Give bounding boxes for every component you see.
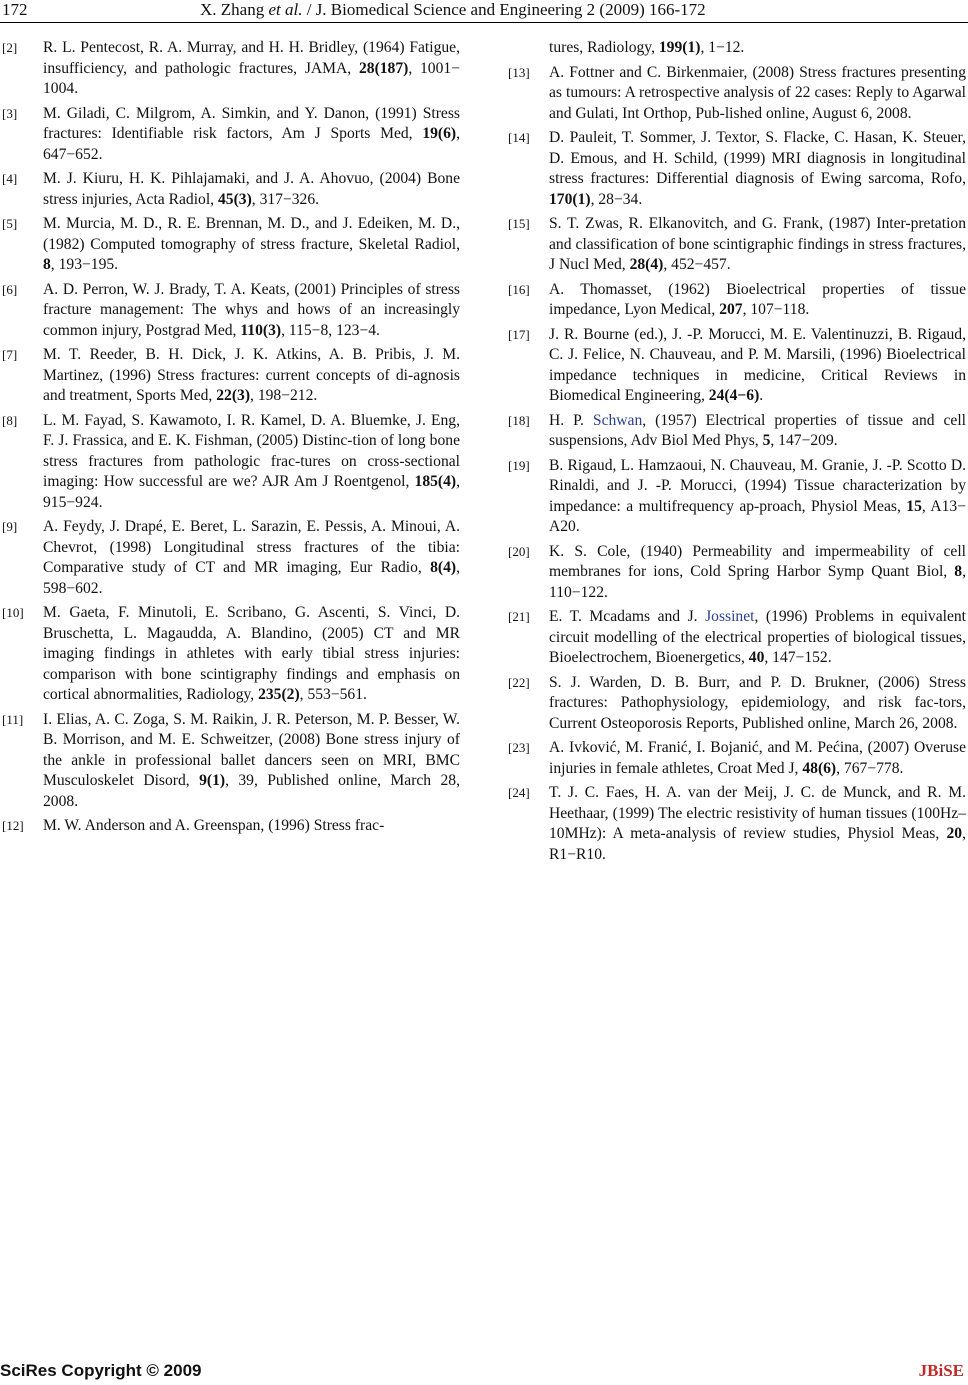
reference-volume: 15 [906, 497, 922, 515]
reference-volume: 185(4) [414, 473, 457, 490]
reference-item [508, 456, 966, 538]
reference-text [549, 456, 966, 538]
reference-text [43, 214, 460, 276]
reference-segment: M. T. Reeder, B. H. Dick, J. K. Atkins, A. B. Pribis, J. M. Martinez, (1996) Stress fractures: current concepts of di-agnosis and treatment, Sports Med, [43, 346, 460, 404]
reference-volume: 28(187) [358, 59, 409, 77]
reference-segment: S. J. Warden, D. B. Burr, and P. D. Brukner, (2006) Stress fractures: Pathophysiology, epidemiology, and risk fac-tors, Current Osteoporosis Reports, Published online, March 26, 2008. [549, 673, 966, 732]
reference-segment: , 147−152. [764, 649, 832, 666]
reference-volume: 5 [762, 432, 771, 449]
reference-volume: 48(6) [802, 759, 837, 777]
reference-item [2, 411, 460, 514]
reference-item [508, 325, 966, 407]
reference-segment: M. Gaeta, F. Minutoli, E. Scribano, G. Ascenti, S. Vinci, D. Bruschetta, L. Magaudda, A. Blandino, (2005) CT and MR imaging findings in athletes with early tibial stress injuries: comparison with bone scintigraphy findings and emphasis on cortical abnormalities, Radiology, [43, 604, 460, 703]
reference-item [508, 128, 966, 210]
reference-segment: , 39, Published online, March 28, 2008. [43, 772, 460, 810]
reference-volume: 40 [748, 649, 765, 666]
reference-item [2, 603, 460, 706]
reference-item [2, 214, 460, 276]
reference-number: [21] [508, 609, 530, 624]
reference-item [2, 710, 460, 813]
reference-number: [22] [508, 674, 530, 690]
reference-text [549, 738, 966, 779]
reference-number: [2] [2, 40, 18, 55]
reference-segment: tures, Radiology, [549, 39, 659, 56]
reference-text [43, 411, 460, 514]
reference-number: [14] [508, 130, 530, 145]
reference-segment: A. Ivković, M. Franić, I. Bojanić, and M. Pećina, (2007) Overuse injuries in female athletes, Croat Med J, [549, 739, 966, 777]
reference-text [43, 603, 460, 706]
reference-segment: , 147−209. [770, 432, 838, 449]
reference-number [508, 38, 549, 59]
running-title-journal: / J. Biomedical Science and Engineering 2 (2009) 166-172 [302, 0, 706, 19]
reference-volume: 207 [719, 301, 743, 318]
reference-segment: M. W. Anderson and A. Greenspan, (1996) Stress frac- [43, 817, 385, 834]
reference-volume: 22(3) [216, 387, 251, 404]
reference-segment: , 115−8, 123−4. [281, 321, 380, 339]
reference-volume: 28(4) [629, 256, 664, 273]
reference-volume: 20 [946, 825, 963, 842]
reference-text [549, 325, 966, 407]
reference-text [43, 104, 460, 166]
reference-volume: 19(6) [422, 125, 457, 142]
reference-text [43, 517, 460, 599]
reference-segment: , 1001− 1004. [43, 59, 460, 97]
reference-number: [24] [508, 785, 530, 800]
reference-item [508, 38, 966, 59]
reference-segment: , 28−34. [590, 190, 643, 208]
references-right-column [508, 38, 966, 869]
reference-segment: , (1957) Electrical properties of tissue and cell suspensions, Adv Biol Med Phys, [549, 411, 966, 449]
reference-item [508, 607, 966, 669]
reference-segment: L. M. Fayad, S. Kawamoto, I. R. Kamel, D. A. Bluemke, J. Eng, F. J. Frassica, and E. K. Fishman, (2005) Distinc-tion of long bone stress fractures from pathologic frac-tures on cross-sectional imaging: How successful are we? AJR Am J Roentgenol, [43, 411, 460, 490]
reference-segment: I. Elias, A. C. Zoga, S. M. Raikin, J. R. Peterson, M. P. Besser, W. B. Morrison, and M. E. Schweitzer, (2008) Bone stress injury of the ankle in professional ballet dancers seen on MRI, BMC Musculoskelet Disord, [43, 710, 460, 789]
reference-segment: , 452−457. [663, 256, 731, 273]
reference-item [2, 104, 460, 166]
reference-item [508, 673, 966, 735]
reference-segment: A. Feydy, J. Drapé, E. Beret, L. Sarazin, E. Pessis, A. Minoui, A. Chevrot, (1998) Longitudinal stress fractures of the tibia: Comparative study of CT and MR imaging, Eur Radio, [43, 518, 460, 576]
page-header [0, 0, 968, 23]
reference-segment: M. J. Kiuru, H. K. Pihlajamaki, and J. A. Ahovuo, (2004) Bone stress injuries, Acta Radiol, [43, 170, 460, 208]
reference-volume: 199(1) [658, 39, 701, 56]
reference-segment: , 317−326. [251, 190, 320, 208]
reference-segment: A. Fottner and C. Birkenmaier, (2008) Stress fractures presenting as tumours: A retrospective analysis of 22 cases: Reply to Agarwal and Gulati, Int Orthop, Pub-lished online, August 6, 2008. [549, 63, 966, 122]
reference-segment: M. Giladi, C. Milgrom, A. Simkin, and Y. Danon, (1991) Stress fractures: Identifiable risk factors, Am J Sports Med, [43, 104, 460, 142]
reference-volume: 170(1) [549, 190, 591, 208]
reference-item [2, 517, 460, 599]
reference-segment: M. Murcia, M. D., R. E. Brennan, M. D., and J. Edeiken, M. D., (1982) Computed tomography of stress fracture, Skeletal Radiol, [43, 215, 460, 253]
reference-text [549, 607, 966, 669]
reference-item [508, 411, 966, 452]
reference-item [508, 214, 966, 276]
reference-volume: 8(4) [430, 559, 457, 576]
reference-segment: , 647−652. [43, 125, 460, 163]
reference-number: [15] [508, 216, 530, 231]
reference-number: [20] [508, 543, 530, 559]
reference-segment: , 110−122. [549, 563, 966, 601]
reference-volume: 110(3) [240, 321, 282, 339]
reference-volume: 9(1) [199, 772, 226, 789]
reference-text [549, 280, 966, 321]
reference-segment: , 767−778. [836, 759, 904, 777]
reference-number: [8] [2, 412, 18, 428]
reference-text [549, 38, 966, 59]
reference-number: [19] [508, 457, 530, 473]
reference-text [549, 411, 966, 452]
reference-segment: , 198−212. [250, 387, 318, 404]
reference-item [2, 38, 460, 100]
reference-number: [3] [2, 105, 18, 121]
reference-segment: Jossinet [705, 608, 755, 625]
reference-number: [23] [508, 740, 530, 755]
reference-number: [4] [2, 171, 18, 186]
reference-text [43, 38, 460, 100]
reference-segment: H. P. [549, 411, 593, 429]
reference-item [508, 738, 966, 779]
reference-number: [18] [508, 412, 530, 428]
running-title-authors: X. Zhang [200, 0, 269, 19]
reference-segment: , 915−924. [43, 473, 460, 511]
reference-number: [5] [2, 216, 18, 231]
reference-number: [16] [508, 281, 530, 297]
reference-volume: 8 [954, 563, 963, 580]
reference-text [43, 280, 460, 342]
reference-segment: . [759, 387, 764, 404]
reference-volume: 45(3) [217, 190, 252, 208]
reference-number: [17] [508, 326, 530, 342]
reference-segment: , R1−R10. [549, 825, 966, 863]
reference-segment: E. T. Mcadams and J. [549, 608, 706, 625]
reference-volume: 24(4−6) [708, 387, 760, 404]
reference-segment: K. S. Cole, (1940) Permeability and impermeability of cell membranes for ions, Cold Spring Harbor Symp Quant Biol, [549, 542, 966, 580]
reference-segment: A. Thomasset, (1962) Bioelectrical properties of tissue impedance, Lyon Medical, [549, 280, 966, 318]
reference-number: [6] [2, 281, 18, 297]
reference-segment: A. D. Perron, W. J. Brady, T. A. Keats, (2001) Principles of stress fracture management: The whys and hows of an increasingly common injury, Postgrad Med, [43, 280, 460, 339]
reference-item [508, 783, 966, 865]
running-title-etal: et al. [268, 0, 303, 19]
reference-text [549, 63, 966, 125]
reference-segment: , 193−195. [50, 256, 119, 273]
page-number: 172 [2, 0, 28, 19]
reference-segment: B. Rigaud, L. Hamzaoui, N. Chauveau, M. Granie, J. -P. Scotto D. Rinaldi, and J. -P. Morucci, (1994) Tissue characterization by impedance: a multifrequency ap-proach, Physiol Meas, [549, 456, 966, 515]
reference-segment: Schwan [592, 411, 643, 429]
reference-segment: D. Pauleit, T. Sommer, J. Textor, S. Flacke, C. Hasan, K. Steuer, D. Emous, and H. Schild, (1999) MRI diagnosis in longitudinal stress fractures: Differential diagnosis of Ewing sarcoma, Rofo, [549, 129, 966, 187]
reference-item [2, 169, 460, 210]
reference-text [43, 345, 460, 407]
reference-number: [12] [2, 818, 24, 833]
references-left-column [2, 38, 460, 841]
reference-volume: 235(2) [258, 686, 300, 703]
reference-segment: , 598−602. [43, 559, 460, 597]
reference-number: [7] [2, 347, 18, 362]
footer-copyright: SciRes Copyright © 2009 [0, 1361, 202, 1380]
reference-item [508, 542, 966, 604]
reference-text [43, 710, 460, 813]
reference-text [43, 169, 460, 210]
reference-text [43, 816, 460, 837]
reference-segment: , (1996) Problems in equivalent circuit modelling of the electrical properties of biological tissues, Bioelectrochem, Bioenergetics, [549, 608, 966, 666]
reference-volume: 8 [43, 256, 51, 273]
reference-item [2, 280, 460, 342]
reference-segment: R. L. Pentecost, R. A. Murray, and H. H. Bridley, (1964) Fatigue, insufficiency, and pathologic fractures, JAMA, [43, 39, 460, 77]
running-title [200, 0, 706, 20]
reference-segment: , 553−561. [299, 686, 367, 703]
reference-text [549, 128, 966, 210]
reference-segment: , 107−118. [742, 301, 810, 318]
reference-segment: , A13− A20. [549, 497, 966, 535]
reference-number: [11] [2, 711, 24, 727]
reference-item [2, 345, 460, 407]
reference-segment: , 1−12. [700, 39, 745, 56]
reference-text [549, 214, 966, 276]
reference-number: [9] [2, 519, 18, 534]
reference-item [2, 816, 460, 837]
reference-item [508, 280, 966, 321]
reference-segment: T. J. C. Faes, H. A. van der Meij, J. C. de Munck, and R. M. Heethaar, (1999) The electric resistivity of human tissues (100Hz–10MHz): A meta-analysis of review studies, Physiol Meas, [549, 784, 966, 842]
reference-text [549, 542, 966, 604]
reference-text [549, 673, 966, 735]
reference-number: [13] [508, 64, 530, 80]
reference-text [549, 783, 966, 865]
reference-segment: S. T. Zwas, R. Elkanovitch, and G. Frank, (1987) Inter-pretation and classification of bone scintigraphic findings in stress fractures, J Nucl Med, [549, 215, 966, 273]
footer-journal-logo: JBiSE [918, 1361, 964, 1380]
reference-segment: J. R. Bourne (ed.), J. -P. Morucci, M. E. Valentinuzzi, B. Rigaud, C. J. Felice, N. Chauveau, and P. M. Marsili, (1996) Bioelectrical impedance techniques in medicine, Critical Reviews in Biomedical Engineering, [549, 325, 966, 404]
reference-number: [10] [2, 605, 24, 620]
reference-item [508, 63, 966, 125]
